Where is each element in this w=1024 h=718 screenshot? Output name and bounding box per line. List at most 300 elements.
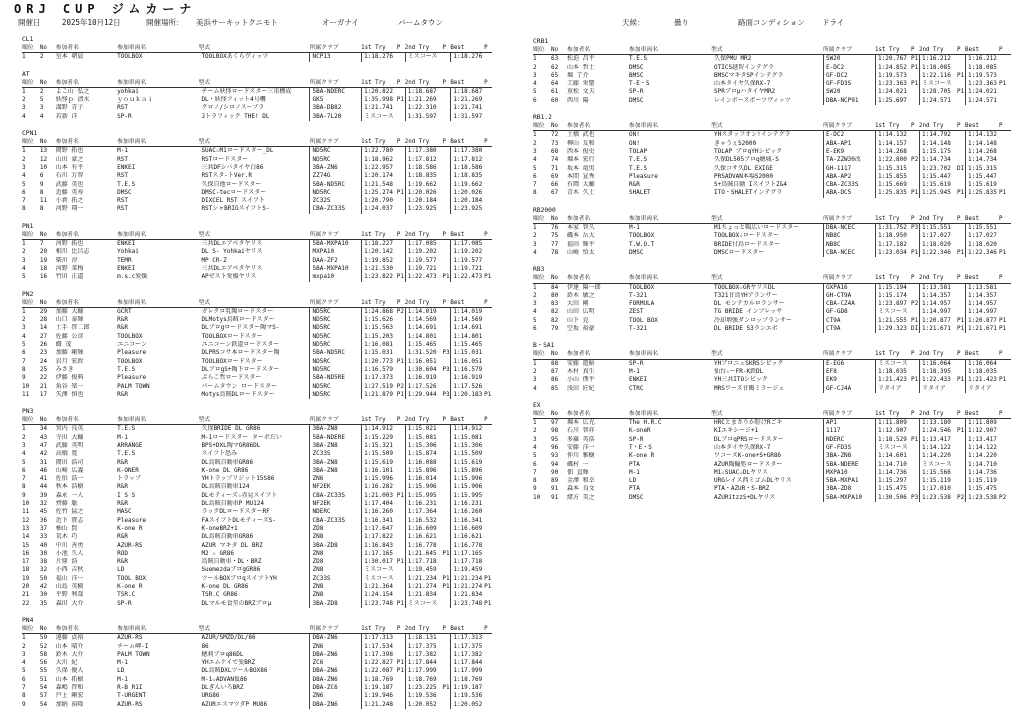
cell-p2 [442,316,450,324]
column-header-club: 所属クラブ [309,625,339,632]
column-header-club: 所属クラブ [823,215,852,222]
column-header-t2: 2nd Try [919,47,944,53]
cell-p3 [484,442,492,450]
result-row [22,533,492,541]
cell-name: 佐藤 公彦 [55,332,84,340]
cell-p3 [484,53,492,61]
cell-p3 [484,643,492,651]
column-header-car: 型式 [198,45,211,51]
column-header-row [533,122,1011,131]
cell-club: DBA-ZN6 [309,676,361,684]
cell-pos: 7 [22,197,26,205]
cell-club: ZN8 [309,583,361,591]
column-header-t1: 1st Try [875,215,900,222]
cell-name: 遠藤 貞裕 [55,634,84,642]
cell-car: MP CR-Z [201,256,227,264]
cell-car: チーム妖怪ロードスター三重構成 [201,87,292,95]
cell-t1: 1:21.555 [875,317,911,325]
cell-name: 角谷 楽一 [55,382,84,390]
cell-p1 [911,469,919,477]
cell-club: DBA-NCEC [823,224,875,232]
cell-pos: 1 [22,634,26,642]
cell-t2: 1:18.085 [919,64,957,72]
cell-name: 加藤 大輔 [55,307,84,315]
cell-no: 19 [39,256,48,264]
cell-no: 72 [551,131,559,139]
cell-p3 [999,461,1007,469]
column-header-team: 参加車両名 [629,351,658,358]
cell-name: 青木 久士 [567,189,595,197]
cell-t2: 1:17.999 [405,667,443,675]
cell-pos: 2 [22,96,26,104]
column-header-team: 参加車両名 [117,299,147,306]
cell-team: K-one R [117,524,143,532]
cell-no: 13 [39,147,48,155]
cell-pos: 2 [22,155,26,163]
cell-best: 1:15.447 [965,173,999,181]
cell-t1: 1:17.313 [361,634,397,642]
cell-club: ND5RC [309,341,361,349]
column-header-t2: 2nd Try [919,123,944,130]
cell-team: R&R [117,558,128,566]
cell-best: 1:16.064 [965,360,999,368]
result-row [22,583,492,591]
cell-p3 [999,232,1007,240]
cell-t1: 1:24.037 [361,205,397,213]
cell-pos: 2 [533,291,537,299]
cell-p1 [911,232,919,240]
cell-p3 [999,308,1007,316]
cell-best: 1:18.020 [965,241,999,249]
class-section [22,71,492,121]
cell-p2 [442,692,450,700]
result-row [22,333,492,341]
cell-team: チーム岬-I [117,642,149,650]
cell-best: 1:14.220 [965,452,999,460]
cell-car: RSTシャBRIGスイフトS- [201,205,270,213]
cell-p1 [397,434,405,442]
cell-team: TOOL BOX [117,574,147,582]
cell-name: 緒方 美之 [567,493,595,501]
cell-p2 [442,643,450,651]
cell-team: TSR.C [117,591,136,599]
cell-car: 久保コサ久DL EXIGE [714,164,773,172]
cell-t2: 1:16.014 [405,475,443,483]
cell-name: 鈴木 敏之 [567,291,595,299]
cell-team: R&R [629,181,640,189]
cell-best: 1:17.812 [450,156,484,164]
cell-p1 [911,368,919,376]
cell-pos: 9 [22,374,26,382]
cell-t2: 1:15.119 [919,477,957,485]
cell-t2: 1:18.020 [919,241,957,249]
cell-t2: 1:14.148 [919,140,957,148]
class-section [22,130,492,214]
cell-no: 16 [39,273,48,281]
cell-pos: 6 [22,466,26,474]
cell-p2 [957,284,965,292]
cell-car: DL烏賊自動車124 [201,483,250,491]
cell-club: GK5 [309,96,361,104]
result-row [22,517,492,525]
cell-p2 [442,492,450,500]
cell-pos: 3 [22,104,26,112]
cell-team: RST [117,205,128,213]
cell-club: GF-FD3S [823,80,875,88]
cell-car: K-one DL GR86 [201,583,249,591]
cell-car: Motys烏賊DLロードスター [201,390,275,398]
cell-pos: 5 [22,341,26,349]
cell-club: ND5RC [309,316,361,324]
cell-no: 94 [551,460,559,468]
cell-t1: ミスコース [361,113,397,121]
cell-car: DLぎんいろBRZ [201,684,244,691]
cell-p1 [911,477,919,485]
cell-p2 [957,156,965,164]
cell-t2: 1:17.010 [919,485,957,493]
cell-t1: 1:21.248 [361,701,397,709]
cell-t1: 1:19.187 [361,684,397,692]
cell-team: M-1 [629,468,640,476]
cell-club: ABA-DC5 [823,189,875,197]
column-header-club: 所属クラブ [309,45,339,51]
column-header-no: No [551,47,558,53]
cell-p1: P1 [396,659,405,667]
column-header-no: No [551,215,558,222]
result-row [22,181,492,189]
cell-t2: 1:17.375 [405,643,443,651]
cell-club: 3BA-7L20 [309,113,361,121]
cell-best: 1:15.619 [965,181,999,189]
cell-name: 小池 久人 [55,549,84,557]
cell-club: ND5RC [309,156,361,164]
cell-pos: 4 [533,443,537,451]
cell-p3 [484,517,492,525]
cell-name: 河野 翔一 [55,205,84,213]
column-header-p1: P [396,79,401,86]
cell-t1: 1:25.697 [875,97,911,105]
cell-p1 [397,366,405,374]
cell-t2: 1:24.571 [919,97,957,105]
column-header-row [533,46,1011,55]
cell-club: DBA-ZN6 [309,701,361,709]
column-header-best: Best [965,351,979,358]
cell-p3 [484,113,492,121]
cell-pos: 1 [22,240,26,248]
cell-p2 [442,508,450,516]
cell-best: 1:14.148 [965,140,999,148]
cell-name: 仲川 雅樹 [567,452,595,460]
cell-car: APゼスト愛媛ヤリス [201,273,257,281]
cell-club: ND5RC [309,333,361,341]
cell-best: 1:16.609 [450,525,484,533]
cell-t1: ミスコース [875,444,911,452]
cell-team: ROD [117,549,128,557]
cell-team: TOOLBOX [117,53,143,61]
cell-no: 74 [551,156,559,164]
cell-t2: 1:14.792 [919,131,957,139]
cell-p2 [957,241,965,249]
cell-p3 [484,248,492,256]
cell-name: 中川 善勇 [55,541,84,549]
cell-p3 [484,508,492,516]
column-header-no: No [39,45,47,51]
cell-no: 90 [551,468,559,476]
cell-no: 63 [551,55,559,63]
cell-club: ND5RC [309,324,361,332]
cell-best: 1:13.417 [965,436,999,444]
column-header-car: 型式 [711,47,723,53]
cell-team: Pleasure [117,516,147,524]
cell-name: 柳山 友和 [567,139,595,147]
cell-club: GXPA16 [823,284,875,292]
cell-p1: DI [911,325,919,333]
cell-best: 1:17.313 [450,634,484,642]
cell-team: DMSC [629,248,644,256]
cell-t2: 1:15.896 [405,467,443,475]
cell-t1: 1:20.790 [361,197,397,205]
cell-p1 [911,241,919,249]
cell-car: YHスタッフオン!インテグラ [714,131,791,139]
result-row [533,461,1011,469]
cell-p1: P1 [396,390,405,398]
cell-p3 [484,156,492,164]
cell-p2: P1 [957,71,965,79]
cell-pos: 2 [22,248,26,256]
cell-p3 [484,533,492,541]
cell-name: 近藤 英寿 [55,188,84,196]
result-row [533,494,1011,502]
cell-car: ラックDLロードスターRF [201,508,270,516]
cell-club: GF-DC2 [823,72,875,80]
cell-t1: 1:15.321 [361,442,397,450]
cell-name: 戸上 剛宏 [55,692,84,700]
cell-p2 [442,248,450,256]
cell-p3: P1 [484,273,492,281]
cell-p3 [484,525,492,533]
column-header-name: 参加者名 [567,123,591,130]
cell-team: T-URGENT [117,692,147,700]
cell-car: パームタウン ロードスター [201,382,277,390]
cell-p1 [911,88,919,96]
cell-p2 [442,104,450,112]
result-row [533,325,1011,333]
cell-name: 石川 智祥 [567,427,595,435]
cell-p3 [999,385,1007,393]
result-row [22,684,492,692]
column-header-p3: P [999,275,1003,282]
cell-t2: 1:14.357 [919,292,957,300]
column-header-car: 型式 [198,231,211,238]
cell-best: 1:20.877 [965,317,999,325]
cell-name: 安藤 遊暗 [567,359,595,367]
cell-team: m.s.c愛媛 [117,273,148,281]
column-header-p1: P [396,45,401,51]
cell-p1: P2 [911,156,919,164]
result-row [22,600,492,608]
cell-t1: 1:16.341 [361,517,397,525]
cell-car: M1☆SUAC☆DLヤリス [714,468,769,476]
cell-p3 [999,181,1007,189]
result-row [533,444,1011,452]
cell-club: 5BA-MXPA1 [823,477,875,485]
cell-p3 [484,634,492,642]
cell-best: 1:20.183 [450,391,484,399]
result-row [22,566,492,574]
cell-p1 [397,566,405,574]
cell-no: 18 [39,264,48,272]
cell-p3 [484,676,492,684]
cell-no: 89 [551,477,559,485]
cell-car: DL モンテカルロランサー [714,300,785,308]
cell-pos: 3 [533,376,537,384]
cell-t2: 1:18.835 [405,172,443,180]
column-header-pos: 順位 [533,275,545,282]
cell-best: 1:18.035 [965,368,999,376]
column-header-p2: P [957,123,961,130]
result-row [533,419,1011,427]
cell-car: Jトラフィック THE! DL [201,112,270,120]
cell-p1 [911,97,919,105]
cell-p2 [442,600,450,608]
cell-t2: 1:23.925 [405,205,443,213]
cell-p2 [957,469,965,477]
cell-team: DMSC [629,493,644,501]
column-header-p3: P [999,123,1003,130]
cell-team: T.E.S [629,55,648,63]
cell-best: 1:14.957 [965,300,999,308]
cell-pos: 1 [533,131,537,139]
class-section [22,291,492,400]
column-header-no: No [39,417,47,424]
cell-t2: 1:18.395 [919,368,957,376]
cell-best: 1:24.571 [965,97,999,105]
cell-pos: 8 [22,692,26,700]
cell-no: 20 [39,248,48,256]
cell-p2 [957,148,965,156]
cell-t1: 1:15.174 [875,292,911,300]
result-row [533,241,1011,249]
cell-club: 5BA-NDERC [309,88,361,96]
cell-team: RST [117,197,128,205]
cell-car: PRSADVAN本場S2000 [714,172,773,180]
cell-name: 松迫 昌平 [567,55,595,63]
cell-car: YHブロニュSKRSシビック [714,359,784,367]
cell-t2: 1:17.027 [919,232,957,240]
cell-p1 [911,173,919,181]
cell-t1: 1:21.548 [361,181,397,189]
cell-club: CBA-ZC33S [309,492,361,500]
cell-no: 35 [39,599,48,607]
cell-p2 [957,64,965,72]
cell-p2: P1 [957,88,965,96]
cell-club: 1117 [823,427,875,435]
cell-no: 5 [39,96,44,104]
cell-t2: 1:24.546 [919,427,957,435]
cell-p2: P1 [957,376,965,384]
cell-p3: P1 [999,325,1007,333]
cell-no: 84 [551,283,559,291]
cell-t1: 1:15.626 [361,316,397,324]
column-header-p2: P [442,79,446,86]
cell-club: ZN8 [309,566,361,574]
cell-club: ZC32S [309,197,361,205]
column-header-name: 参加者名 [567,215,591,222]
cell-name: 寺田 大輔 [55,433,84,441]
column-header-no: No [39,231,47,238]
column-header-t2: 2nd Try [404,45,430,51]
cell-car: TG BRIDE インプレッサ [714,308,783,316]
cell-team: MASC [117,508,132,516]
cell-p3 [484,366,492,374]
cell-team: T-E・S [629,80,650,88]
result-row [22,88,492,96]
column-header-t1: 1st Try [361,45,386,51]
cell-club: ND5RC [309,358,361,366]
cell-t1: 1:25.274 [361,189,397,197]
cell-no: 67 [551,189,559,197]
cell-t2: 1:17.364 [405,508,443,516]
cell-best: 1:15.896 [450,467,484,475]
cell-p2 [957,292,965,300]
cell-club: SW20 [823,55,875,63]
cell-no: 69 [551,172,559,180]
cell-t2: 1:21.234 [405,575,443,583]
cell-no: 78 [551,248,559,256]
cell-best: 1:19.577 [450,257,484,265]
cell-p2 [442,450,450,458]
column-header-p3: P [999,47,1003,53]
column-header-team: 参加車両名 [117,139,147,146]
cell-p1 [911,148,919,156]
result-row [22,550,492,558]
cell-pos: 7 [533,181,537,189]
column-header-row [22,625,492,634]
cell-t2: 1:15.175 [919,148,957,156]
cell-no: 23 [39,349,48,357]
cell-t1: 1:17.822 [361,533,397,541]
column-header-best: Best [450,231,465,238]
cell-club: CBA-NCEC [823,249,875,257]
cell-pos: 6 [22,349,26,357]
page-title: ORJ CUP ジムカーナ [14,2,197,16]
cell-best: 1:14.122 [965,444,999,452]
cell-pos: 3 [533,240,537,248]
cell-p2 [957,97,965,105]
venue-name: 美浜サーキットクニモト [196,18,279,27]
cell-no: 30 [39,591,48,599]
cell-p3: P1 [484,390,492,398]
cell-p2: P1 [957,189,965,197]
cell-p3: P1 [999,80,1007,88]
cell-no: 44 [39,483,48,491]
cell-no: 32 [39,500,48,508]
cell-p2 [957,436,965,444]
cell-car: M-1☆ADVAN仮86 [201,675,248,683]
cell-p1 [397,692,405,700]
cell-pos: 5 [533,452,537,460]
cell-t1: 1:15.509 [361,450,397,458]
result-row [22,525,492,533]
cell-no: 4 [39,112,44,120]
cell-no: 3 [39,104,44,112]
cell-t2: ミスコース [405,600,443,608]
cell-t2: 1:14.997 [919,308,957,316]
column-header-club: 所属クラブ [309,231,339,238]
cell-t2: 1:15.566 [919,469,957,477]
cell-no: 36 [39,516,48,524]
cell-p1 [911,181,919,189]
